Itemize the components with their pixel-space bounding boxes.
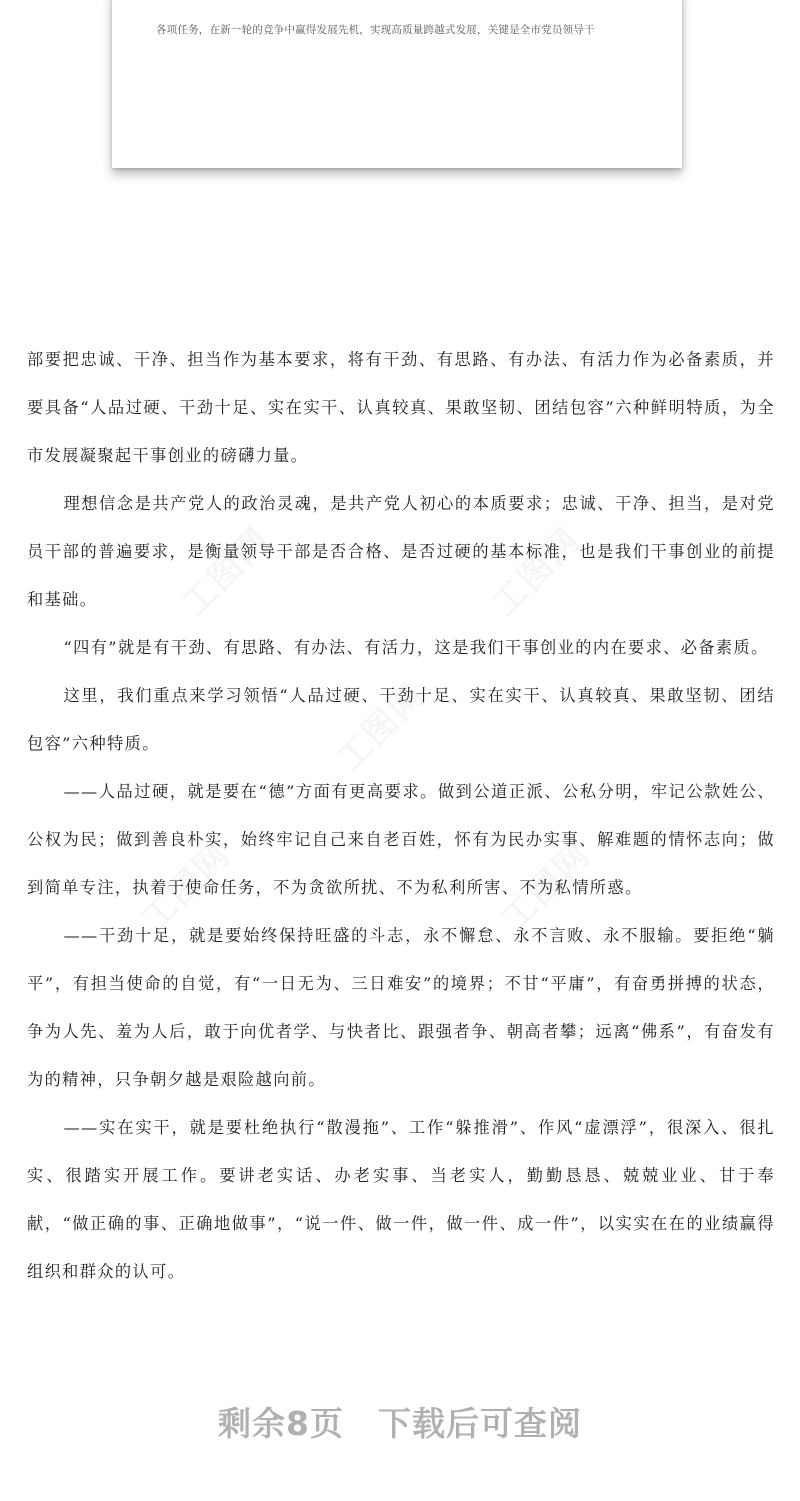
paragraph: “四有”就是有干劲、有思路、有办法、有活力，这是我们干事创业的内在要求、必备素质。: [63, 638, 769, 657]
preview-text-line: 各项任务，在新一轮的竞争中赢得发展先机，实现高质量跨越式发展，关键是全市党员领导干: [156, 24, 595, 36]
paragraph: ——干劲十足，就是要始终保持旺盛的斗志，永不懈怠、永不言败、永不服输。要拒绝“躺平”，有担当使命的自觉，有“一日无为、三日难安”的境界；不甘“平庸”，有奋勇拼搏的状态，争为人先、羞为人后，敢于向优者学、与快者比、跟强者争、朝高者攀；远离“佛系”，有奋发有为的精神，只争朝夕越是艰险越向前。: [27, 926, 775, 1089]
paragraph: 这里，我们重点来学习领悟“人品过硬、干劲十足、实在实干、认真较真、果敢坚韧、团结包容”六种特质。: [27, 686, 775, 753]
watermark: 工图网: [174, 519, 279, 625]
remaining-pages-text: 剩余8页: [218, 1404, 344, 1443]
download-to-view-text: 下载后可查阅: [377, 1404, 582, 1443]
paragraph: ——人品过硬，就是要在“德”方面有更高要求。做到公道正派、公私分明，牢记公款姓公、公权为民；做到善良朴实，始终牢记自己来自老百姓，怀有为民办实事、解难题的情怀志向；做到简单专注，执着于使命任务，不为贪欲所扰、不为私利所害、不为私情所惑。: [27, 782, 775, 897]
remaining-pages-banner[interactable]: [0, 1398, 800, 1445]
preview-page-card: [112, 0, 682, 168]
watermark: 工图网: [134, 834, 239, 940]
document-body: [27, 336, 775, 1296]
paragraph: ——实在实干，就是要杜绝执行“散漫拖”、工作“躲推滑”、作风“虚漂浮”，很深入、很扎实、很踏实开展工作。要讲老实话、办老实事、当老实人，勤勤恳恳、兢兢业业、甘于奉献，“做正确的事、正确地做事”，“说一件、做一件，做一件、成一件”，以实实在在的业绩赢得组织和群众的认可。: [27, 1118, 775, 1281]
paragraph: 部要把忠诚、干净、担当作为基本要求，将有干劲、有思路、有办法、有活力作为必备素质，并要具备“人品过硬、干劲十足、实在实干、认真较真、果敢坚韧、团结包容”六种鲜明特质，为全市发展凝聚起干事创业的磅礴力量。: [27, 350, 775, 465]
watermark: 工图网: [494, 834, 599, 940]
watermark: 工图网: [484, 519, 589, 625]
paragraph: 理想信念是共产党人的政治灵魂，是共产党人初心的本质要求；忠诚、干净、担当，是对党员干部的普遍要求，是衡量领导干部是否合格、是否过硬的基本标准，也是我们干事创业的前提和基础。: [27, 494, 775, 609]
watermark: 工图网: [329, 674, 434, 780]
